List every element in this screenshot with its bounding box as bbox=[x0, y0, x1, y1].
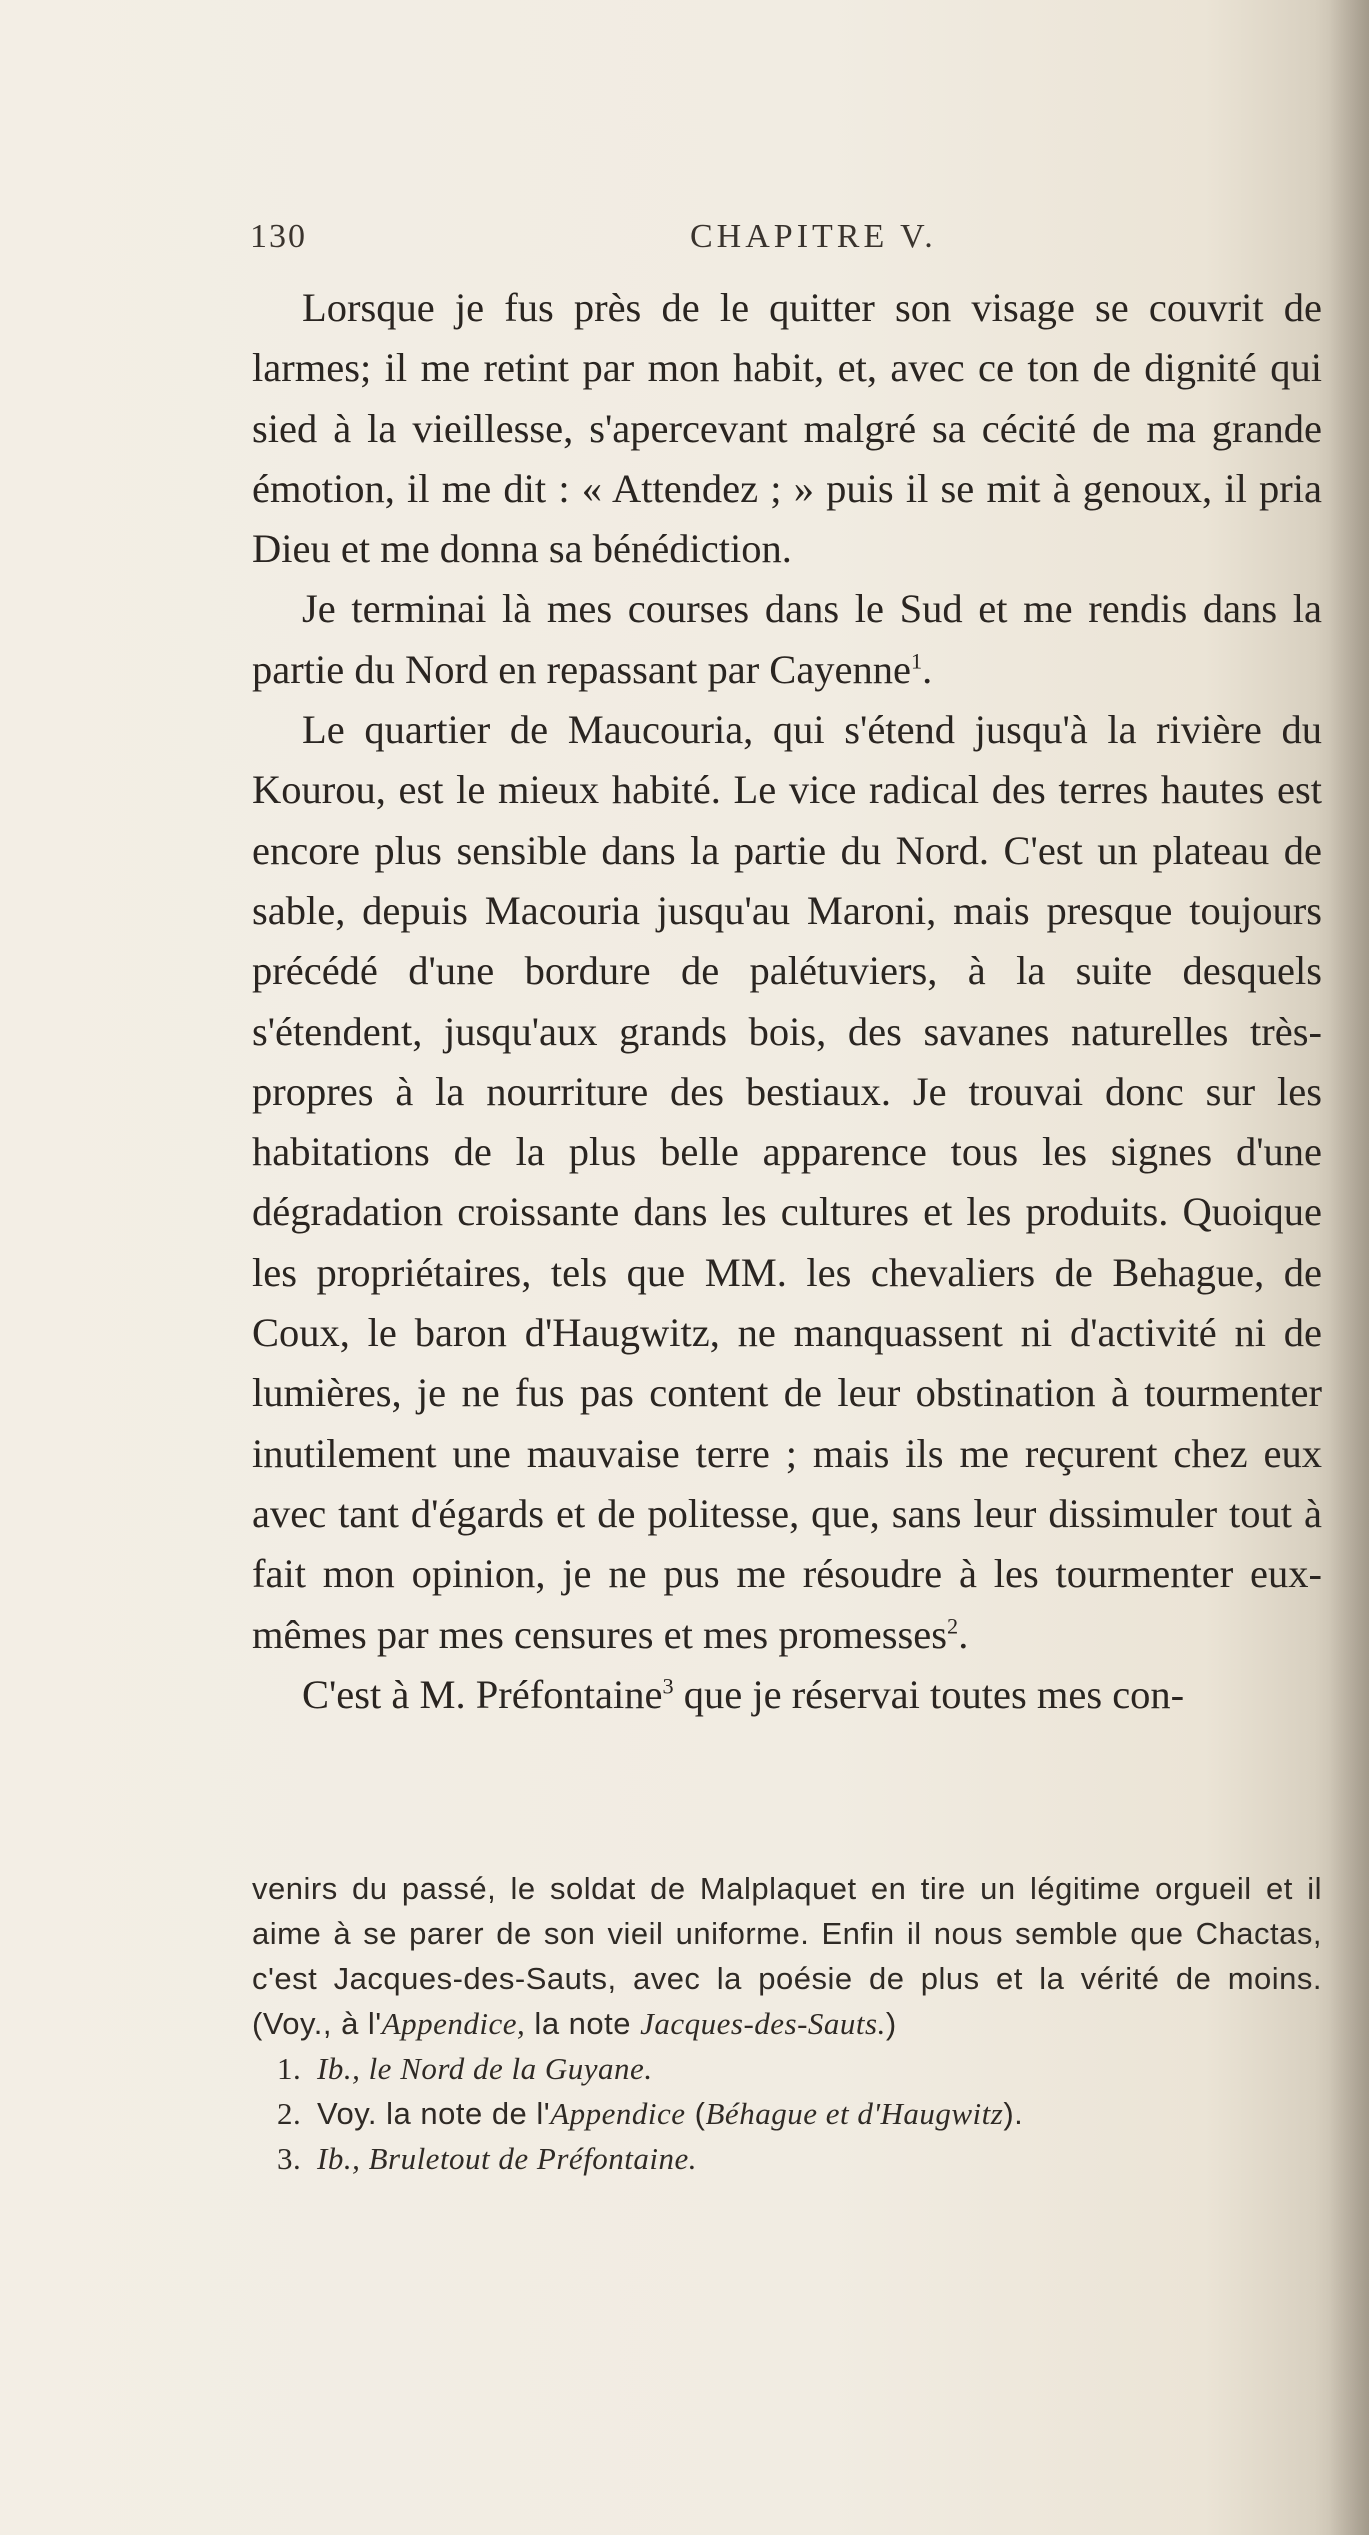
footnote-2-end: ). bbox=[1003, 2096, 1024, 2131]
footnote-2 bbox=[252, 2091, 1322, 2136]
paragraph-1-text: Lorsque je fus près de le quitter son visage se couvrit de larmes; il me retint par mon habit, et, avec ce ton de dignité qui sied à la vieillesse, s'apercevant malgré sa cécité de ma grande émotion, il me dit : « Attendez ; » puis il se mit à genoux, il pria Dieu et me donna sa bénédiction. bbox=[252, 285, 1322, 572]
paragraph-3-end: . bbox=[958, 1611, 969, 1657]
main-text bbox=[252, 278, 1322, 1725]
chapter-title: CHAPITRE V. bbox=[690, 218, 937, 255]
paragraph-2-end: . bbox=[922, 646, 933, 692]
footnote-3-number: 3. bbox=[277, 2141, 302, 2176]
footnotes bbox=[252, 1866, 1322, 2181]
paragraph-3-text: Le quartier de Maucouria, qui s'étend jusqu'à la rivière du Kourou, est le mieux habité. Le vice radical des terres hautes est encore plus sensible dans la partie du Nord. C'est un plateau de sable, depuis Macouria jusqu'au Maroni, mais presque toujours précédé d'une bordure de palétuviers, à la suite desquels s'étendent, jusqu'aux grands bois, des savanes naturelles très-propres à la nourriture des bestiaux. Je trouvai donc sur les habitations de la plus belle apparence tous les signes d'une dégradation croissante dans les cultures et les produits. Quoique les propriétaires, tels que MM. les chevaliers de Behague, de Coux, le baron d'Haugwitz, ne manquassent ni d'activité ni de lumières, je ne fus pas content de leur obstination à tourmenter inutilement une mauvaise terre ; mais ils me reçurent chez eux avec tant d'égards et de politesse, que, sans leur dissimuler tout à fait mon opinion, je ne pus me résoudre à les tourmenter eux-mêmes par mes censures et mes promesses bbox=[252, 707, 1322, 1657]
note-ref-3: 3 bbox=[662, 1673, 674, 1699]
footnote-3 bbox=[252, 2136, 1322, 2181]
paragraph-1 bbox=[252, 278, 1322, 579]
note-ref-2: 2 bbox=[947, 1613, 959, 1639]
footnote-2-prefix: Voy. la note de l' bbox=[317, 2096, 551, 2131]
paragraph-4 bbox=[252, 1665, 1322, 1725]
footnote-2-suffix: ( bbox=[685, 2096, 706, 2131]
paragraph-4-text: C'est à M. Préfontaine bbox=[302, 1671, 663, 1717]
note-ref-1: 1 bbox=[911, 648, 923, 674]
footnote-1 bbox=[252, 2046, 1322, 2091]
footnote-2-italic: Appendice bbox=[550, 2096, 686, 2131]
footnote-continuation-text: venirs du passé, le soldat de Malplaquet en tire un légitime orgueil et il aime à se parer de son vieil uniforme. Enfin il nous semble que Chactas, c'est Jacques-des-Sauts, avec la poésie de plus et la vérité de moins. (Voy., à l' bbox=[252, 1871, 1322, 2041]
footnote-continuation bbox=[252, 1866, 1322, 2046]
paragraph-4-end: que je réservai toutes mes con- bbox=[673, 1671, 1185, 1717]
paragraph-3 bbox=[252, 700, 1322, 1665]
footnote-3-text: Ib., Bruletout de Préfontaine. bbox=[317, 2141, 698, 2176]
footnote-2-italic-2: Béhague et d'Haugwitz bbox=[705, 2096, 1004, 2131]
running-head bbox=[250, 218, 1290, 258]
paragraph-2-text: Je terminai là mes courses dans le Sud et me rendis dans la partie du Nord en repassant par Cayenne bbox=[252, 586, 1322, 692]
footnote-1-text: Ib., le Nord de la Guyane. bbox=[317, 2051, 653, 2086]
page-number: 130 bbox=[250, 218, 307, 255]
footnote-continuation-end: ) bbox=[885, 2006, 897, 2041]
footnote-continuation-italic-2: Jacques-des-Sauts. bbox=[640, 2006, 886, 2041]
page-edge-shadow bbox=[1329, 0, 1369, 2535]
footnote-2-number: 2. bbox=[277, 2096, 302, 2131]
paragraph-2 bbox=[252, 579, 1322, 700]
footnote-1-number: 1. bbox=[277, 2051, 302, 2086]
footnote-continuation-mid: la note bbox=[525, 2006, 641, 2041]
footnote-continuation-italic-1: Appendice, bbox=[381, 2006, 526, 2041]
